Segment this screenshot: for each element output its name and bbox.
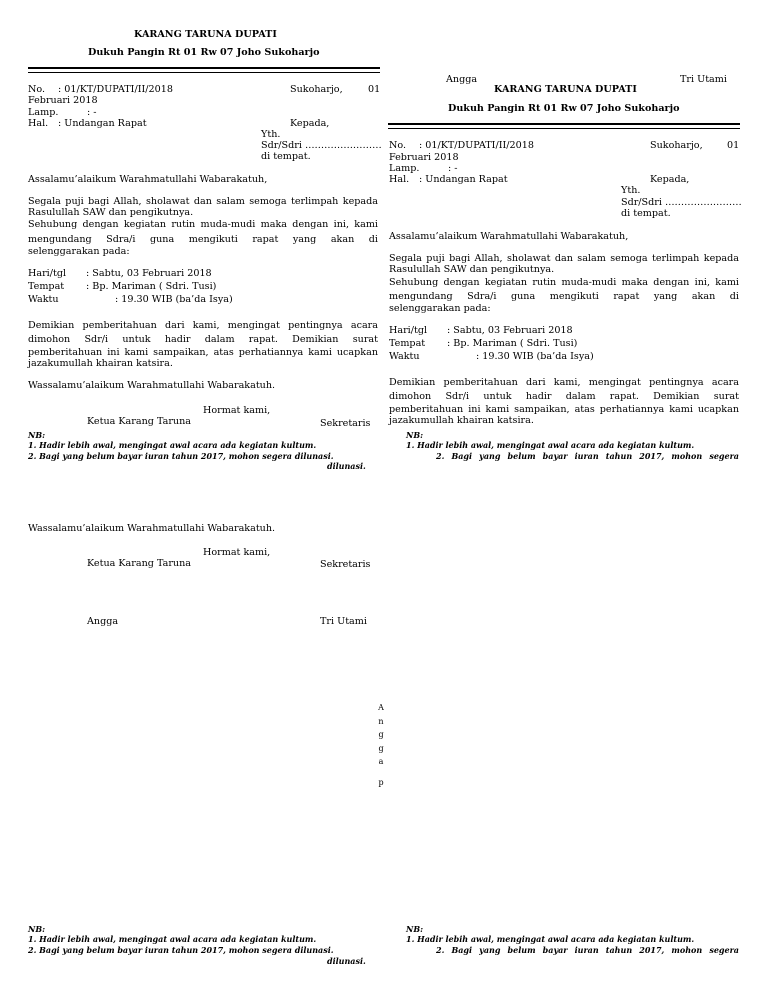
org-name: KARANG TARUNA DUPATI — [134, 29, 277, 40]
hal-value: : Undangan Rapat — [419, 174, 508, 185]
nb-item: 2. Bagi yang belum bayar iuran tahun 2017, mohon segera dilunasi. — [28, 451, 334, 461]
letter-number-label: No. — [389, 140, 407, 151]
lamp-label: Lamp. — [389, 163, 420, 174]
letter-number: : 01/KT/DUPATI/II/2018 — [419, 140, 534, 151]
org-address: Dukuh Pangin Rt 01 Rw 07 Joho Sukoharjo — [448, 103, 680, 114]
letter-place: Sukoharjo, — [650, 140, 703, 151]
waktu-value: : 19.30 WIB (ba’da Isya) — [115, 294, 233, 305]
greeting: Assalamu’alaikum Warahmatullahi Wabarakatuh, — [389, 231, 629, 242]
letter-number: : 01/KT/DUPATI/II/2018 — [58, 84, 173, 95]
ketua-title: Ketua Karang Taruna — [87, 558, 191, 569]
hari-label: Hari/tgl — [389, 325, 428, 336]
body-line: jazakumullah khairan katsira. — [28, 358, 173, 369]
body-line: Rasulullah SAW dan pengikutnya. — [28, 207, 194, 218]
body-line: selenggarakan pada: — [389, 303, 491, 314]
waktu-label: Waktu — [28, 294, 59, 305]
lamp-value: : - — [448, 163, 458, 174]
vertical-char: n — [378, 717, 384, 726]
nb-item-cont: dilunasi. — [327, 461, 366, 471]
nb-item-cont: dilunasi. — [327, 956, 366, 966]
kepada: Kepada, — [290, 118, 330, 129]
closing: Wassalamu’alaikum Warahmatullahi Wabarakatuh. — [28, 523, 276, 534]
hari-value: : Sabtu, 03 Februari 2018 — [447, 325, 573, 336]
body-line: Segala puji bagi Allah, sholawat dan salam semoga terlimpah kepada — [28, 196, 378, 207]
body-line: dimohon Sdr/i untuk hadir dalam rapat. Demikian surat — [389, 391, 739, 402]
yth: Yth. — [621, 185, 641, 196]
tempat-value: : Bp. Mariman ( Sdri. Tusi) — [447, 338, 578, 349]
waktu-label: Waktu — [389, 351, 420, 362]
tempat-value: : Bp. Mariman ( Sdri. Tusi) — [86, 281, 217, 292]
di-tempat: di tempat. — [621, 208, 671, 219]
vertical-char: a — [378, 757, 384, 766]
ketua-name: Angga — [446, 74, 478, 85]
sekretaris-title: Sekretaris — [320, 418, 371, 429]
nb-label: NB: — [28, 430, 46, 440]
lamp-value: : - — [87, 107, 97, 118]
body-line: dimohon Sdr/i untuk hadir dalam rapat. Demikian surat — [28, 334, 378, 345]
hal-value: : Undangan Rapat — [58, 118, 147, 129]
nb-item: 1. Hadir lebih awal, mengingat awal acara ada kegiatan kultum. — [28, 440, 317, 450]
kepada: Kepada, — [650, 174, 690, 185]
nb-item: 1. Hadir lebih awal, mengingat awal acara ada kegiatan kultum. — [28, 934, 317, 944]
tempat-label: Tempat — [389, 338, 426, 349]
greeting: Assalamu’alaikum Warahmatullahi Wabarakatuh, — [28, 174, 268, 185]
header-rule — [28, 67, 380, 69]
hormat: Hormat kami, — [203, 547, 271, 558]
body-line: Rasulullah SAW dan pengikutnya. — [389, 264, 555, 275]
org-name: KARANG TARUNA DUPATI — [494, 84, 637, 95]
ketua-name: Angga — [87, 616, 119, 627]
body-line: Demikian pemberitahuan dari kami, mengingat pentingnya acara — [28, 320, 378, 331]
nb-item: 1. Hadir lebih awal, mengingat awal acara ada kegiatan kultum. — [406, 934, 695, 944]
body-line: Sehubung dengan kegiatan rutin muda-mudi maka dengan ini, kami — [28, 219, 378, 230]
recipient: Sdr/Sdri …………………… — [261, 140, 382, 151]
sekretaris-name: Tri Utami — [680, 74, 727, 85]
body-line: Segala puji bagi Allah, sholawat dan salam semoga terlimpah kepada — [389, 253, 739, 264]
sekretaris-title: Sekretaris — [320, 559, 371, 570]
header-rule — [388, 123, 740, 125]
nb-item: 2. Bagi yang belum bayar iuran tahun 2017, mohon segera — [436, 945, 739, 955]
ketua-title: Ketua Karang Taruna — [87, 416, 191, 427]
letter-date-day: 01 — [368, 84, 381, 95]
nb-item: 1. Hadir lebih awal, mengingat awal acara ada kegiatan kultum. — [406, 440, 695, 450]
letter-date: Februari 2018 — [28, 95, 98, 106]
body-line: selenggarakan pada: — [28, 246, 130, 257]
body-line: pemberitahuan ini kami sampaikan, atas perhatiannya kami ucapkan — [28, 347, 378, 358]
letter-number-label: No. — [28, 84, 46, 95]
nb-label: NB: — [406, 430, 424, 440]
nb-label: NB: — [406, 924, 424, 934]
body-line: mengundang Sdra/i guna mengikuti rapat yang akan di — [28, 234, 378, 245]
vertical-char: p — [378, 778, 384, 787]
body-line: Sehubung dengan kegiatan rutin muda-mudi maka dengan ini, kami — [389, 277, 739, 288]
hari-value: : Sabtu, 03 Februari 2018 — [86, 268, 212, 279]
tempat-label: Tempat — [28, 281, 65, 292]
header-rule-thin — [388, 128, 740, 129]
letter-date-day: 01 — [727, 140, 740, 151]
body-line: mengundang Sdra/i guna mengikuti rapat yang akan di — [389, 291, 739, 302]
hormat: Hormat kami, — [203, 405, 271, 416]
yth: Yth. — [261, 129, 281, 140]
nb-item: 2. Bagi yang belum bayar iuran tahun 2017, mohon segera — [436, 451, 739, 461]
di-tempat: di tempat. — [261, 151, 311, 162]
org-address: Dukuh Pangin Rt 01 Rw 07 Joho Sukoharjo — [88, 47, 320, 58]
letter-date: Februari 2018 — [389, 152, 459, 163]
lamp-label: Lamp. — [28, 107, 59, 118]
body-line: jazakumullah khairan katsira. — [389, 415, 534, 426]
hal-label: Hal. — [28, 118, 49, 129]
vertical-char: g — [378, 744, 384, 753]
body-line: Demikian pemberitahuan dari kami, mengingat pentingnya acara — [389, 377, 739, 388]
waktu-value: : 19.30 WIB (ba’da Isya) — [476, 351, 594, 362]
body-line: pemberitahuan ini kami sampaikan, atas perhatiannya kami ucapkan — [389, 404, 739, 415]
hari-label: Hari/tgl — [28, 268, 67, 279]
recipient: Sdr/Sdri …………………… — [621, 197, 742, 208]
nb-label: NB: — [28, 924, 46, 934]
sekretaris-name: Tri Utami — [320, 616, 367, 627]
vertical-char: A — [378, 703, 384, 712]
closing: Wassalamu’alaikum Warahmatullahi Wabarakatuh. — [28, 380, 276, 391]
hal-label: Hal. — [389, 174, 410, 185]
header-rule-thin — [28, 72, 380, 73]
nb-item: 2. Bagi yang belum bayar iuran tahun 2017, mohon segera dilunasi. — [28, 945, 334, 955]
vertical-char: g — [378, 730, 384, 739]
letter-place: Sukoharjo, — [290, 84, 343, 95]
